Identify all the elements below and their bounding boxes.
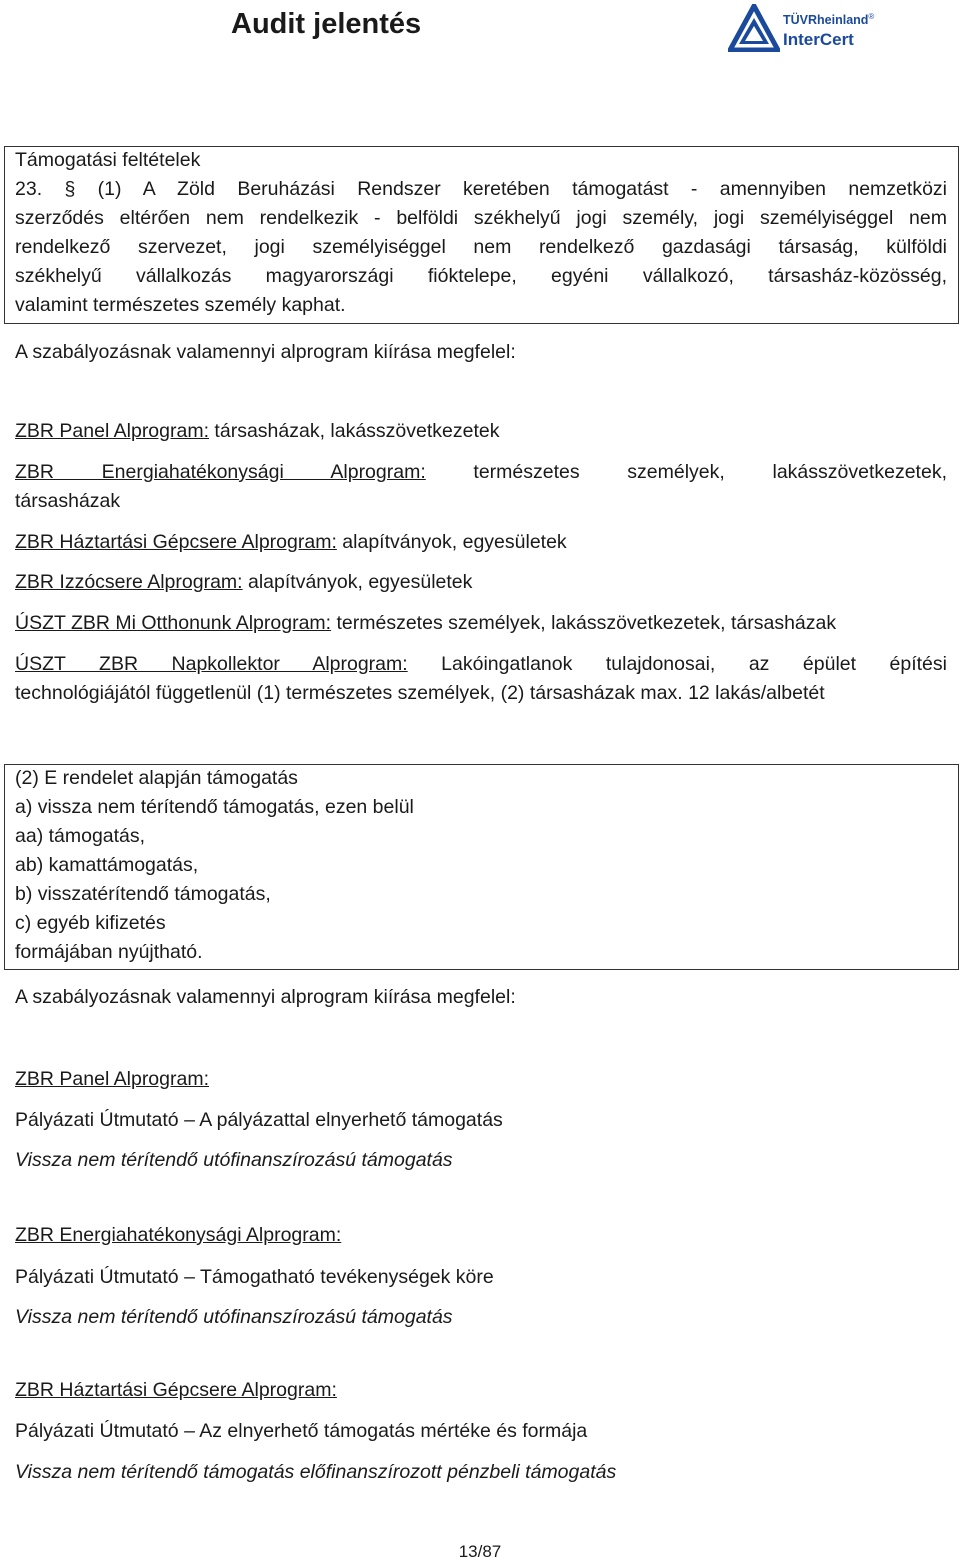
box-line: c) egyéb kifizetés bbox=[15, 912, 166, 934]
section-title: ZBR Energiahatékonysági Alprogram: bbox=[15, 1224, 342, 1246]
program-name: ÚSZT ZBR Napkollektor Alprogram: bbox=[15, 653, 408, 675]
page-number: 13/87 bbox=[458, 1542, 502, 1561]
program-cont: társasházak bbox=[15, 490, 121, 512]
triangle-logo-icon bbox=[728, 4, 780, 52]
program-item bbox=[15, 417, 500, 446]
page-title: Audit jelentés bbox=[231, 8, 422, 40]
program-beneficiaries: alapítványok, egyesületek bbox=[242, 571, 473, 593]
program-cont: technológiájától függetlenül (1) természetes személyek, (2) társasházak max. 12 lakás/albetét bbox=[15, 682, 825, 704]
program-item bbox=[15, 458, 947, 516]
program-item bbox=[15, 568, 472, 597]
box-line: ab) kamattámogatás, bbox=[15, 854, 199, 876]
program-name: ZBR Izzócsere Alprogram: bbox=[15, 571, 243, 593]
support-type: Vissza nem térítendő utófinanszírozású támogatás bbox=[15, 1306, 453, 1328]
program-name: ZBR Panel Alprogram: bbox=[15, 420, 210, 442]
program-name: ZBR Háztartási Gépcsere Alprogram: bbox=[15, 531, 337, 553]
paragraph-line: valamint természetes személy kaphat. bbox=[15, 294, 346, 316]
intro-text: A szabályozásnak valamennyi alprogram kiírása megfelel: bbox=[15, 986, 516, 1008]
program-beneficiaries: természetes személyek, lakásszövetkezetek, bbox=[473, 461, 947, 483]
box-line: aa) támogatás, bbox=[15, 825, 146, 847]
program-beneficiaries: természetes személyek, lakásszövetkezetek, társasházak bbox=[331, 612, 837, 634]
program-name: ÚSZT ZBR Mi Otthonunk Alprogram: bbox=[15, 612, 332, 634]
paragraph-line: 23. § (1) A Zöld Beruházási Rendszer keretében támogatást - amennyiben nemzetközi bbox=[15, 178, 947, 200]
box-line: a) vissza nem térítendő támogatás, ezen belül bbox=[15, 796, 414, 818]
support-type: Vissza nem térítendő utófinanszírozású támogatás bbox=[15, 1149, 453, 1171]
guide-reference: Pályázati Útmutató – Támogatható tevékenységek köre bbox=[15, 1266, 494, 1288]
section-title: ZBR Háztartási Gépcsere Alprogram: bbox=[15, 1379, 337, 1401]
legal-paragraph bbox=[15, 175, 947, 320]
section-title: ZBR Panel Alprogram: bbox=[15, 1068, 210, 1090]
box-line: formájában nyújtható. bbox=[15, 941, 203, 963]
program-line bbox=[15, 650, 947, 679]
guide-reference: Pályázati Útmutató – A pályázattal elnyerhető támogatás bbox=[15, 1109, 503, 1131]
intro-text: A szabályozásnak valamennyi alprogram kiírása megfelel: bbox=[15, 341, 516, 363]
guide-reference: Pályázati Útmutató – Az elnyerhető támogatás mértéke és formája bbox=[15, 1420, 588, 1442]
box-line: (2) E rendelet alapján támogatás bbox=[15, 767, 298, 789]
program-beneficiaries: alapítványok, egyesületek bbox=[336, 531, 567, 553]
program-item bbox=[15, 609, 836, 638]
program-name: ZBR Energiahatékonysági Alprogram: bbox=[15, 461, 426, 483]
tuv-intercert-logo bbox=[728, 4, 878, 52]
paragraph-line: rendelkező szervezet, jogi személyiséggel nem rendelkező gazdasági társaság, külföldi bbox=[15, 236, 947, 258]
paragraph-line: székhelyű vállalkozás magyarországi fióktelepe, egyéni vállalkozó, társasház-közösség, bbox=[15, 265, 947, 287]
program-item bbox=[15, 650, 947, 708]
program-item bbox=[15, 528, 567, 557]
support-type: Vissza nem térítendő támogatás előfinanszírozott pénzbeli támogatás bbox=[15, 1461, 617, 1483]
logo-subbrand: InterCert bbox=[783, 30, 854, 49]
box-heading: Támogatási feltételek bbox=[15, 149, 201, 171]
paragraph-line: szerződés eltérően nem rendelkezik - belföldi székhelyű jogi személy, jogi személyiséggel nem bbox=[15, 207, 947, 229]
logo-brand: TÜVRheinland® bbox=[783, 12, 875, 28]
program-beneficiaries: Lakóingatlanok tulajdonosai, az épület építési bbox=[441, 653, 947, 675]
program-line bbox=[15, 458, 947, 487]
box-line: b) visszatérítendő támogatás, bbox=[15, 883, 271, 905]
program-beneficiaries: társasházak, lakásszövetkezetek bbox=[209, 420, 500, 442]
